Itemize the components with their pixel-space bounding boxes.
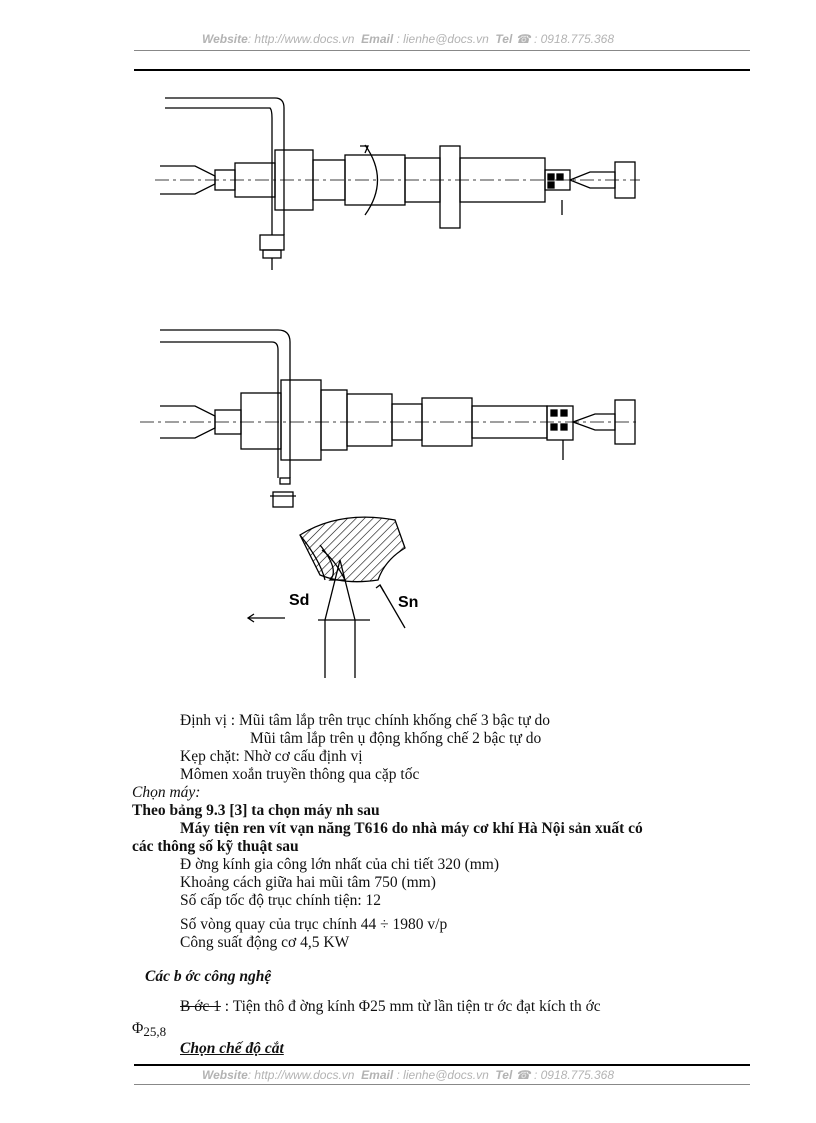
buoc-1-label: B ớc 1: [180, 998, 221, 1015]
fixture-diagram-1: [155, 98, 640, 270]
cutting-tool-detail: [248, 517, 405, 678]
buoc-1-text: : Tiện thô đ ờng kính: [224, 998, 355, 1015]
cac-buoc-heading: Các b ớc công nghệ: [145, 968, 272, 985]
momen-line: Mômen xoắn truyền thông qua cặp tốc: [180, 766, 420, 783]
page-footer: [0, 1068, 816, 1082]
header-website-value: : http://www.docs.vn: [247, 32, 355, 46]
header-website-label: Website: [201, 32, 248, 46]
footer-thin-rule: [134, 1084, 750, 1085]
phi-symbol: Φ: [358, 998, 371, 1015]
may-tien-line-2: các thông số kỹ thuật sau: [132, 838, 299, 855]
footer-tel-value: ☎ : 0918.775.368: [515, 1068, 615, 1082]
buoc-1-text-2: 25 mm từ lần tiện tr ớc đạt kích th ớc: [370, 998, 601, 1015]
fixture-diagram-2: [140, 330, 640, 507]
theo-bang-line: Theo bảng 9.3 [3] ta chọn máy nh sau: [132, 802, 380, 819]
phi-symbol-2: Φ: [132, 1020, 144, 1037]
chon-may-heading: Chọn máy:: [132, 784, 201, 801]
spec-line-2: Khoảng cách giữa hai mũi tâm 750 (mm): [180, 874, 436, 891]
spec-line-3: Số cấp tốc độ trục chính tiện: 12: [180, 892, 382, 909]
label-sn: Sn: [398, 594, 419, 611]
header-tel-label: Tel: [495, 32, 513, 46]
footer-website-value: : http://www.docs.vn: [247, 1068, 355, 1082]
header-email-value: : lienhe@docs.vn: [396, 32, 489, 46]
footer-website-label: Website: [201, 1068, 248, 1082]
header-email-label: Email: [361, 32, 394, 46]
label-sd: Sd: [289, 592, 310, 609]
buoc-1-line: [180, 998, 601, 1016]
dinh-vi-line-2: Mũi tâm lắp trên ụ động khống chế 2 bậc tự do: [250, 730, 542, 747]
footer-email-value: : lienhe@docs.vn: [396, 1068, 489, 1082]
footer-email-label: Email: [361, 1068, 394, 1082]
chon-che-do-cat-heading: Chọn chế độ cắt: [180, 1040, 284, 1057]
may-tien-line-1: Máy tiện ren vít vạn năng T616 do nhà máy cơ khí Hà Nội sản xuất có: [180, 820, 643, 837]
spec-line-1: Đ ờng kính gia công lớn nhất của chi tiết 320 (mm): [180, 856, 500, 873]
header-tel-value: ☎ : 0918.775.368: [515, 32, 615, 46]
kep-chat-line: Kẹp chặt: Nhờ cơ cấu định vị: [180, 748, 363, 765]
phi-value-line: [132, 1020, 166, 1041]
footer-tel-label: Tel: [495, 1068, 513, 1082]
footer-thick-rule: [134, 1064, 750, 1066]
phi-value: 25,8: [143, 1024, 167, 1039]
spec-line-4: Số vòng quay của trục chính 44 ÷ 1980 v/p: [180, 916, 448, 933]
spec-line-5: Công suất động cơ 4,5 KW: [180, 934, 350, 951]
dinh-vi-line-1: Định vị : Mũi tâm lắp trên trục chính khống chế 3 bậc tự do: [180, 712, 550, 729]
